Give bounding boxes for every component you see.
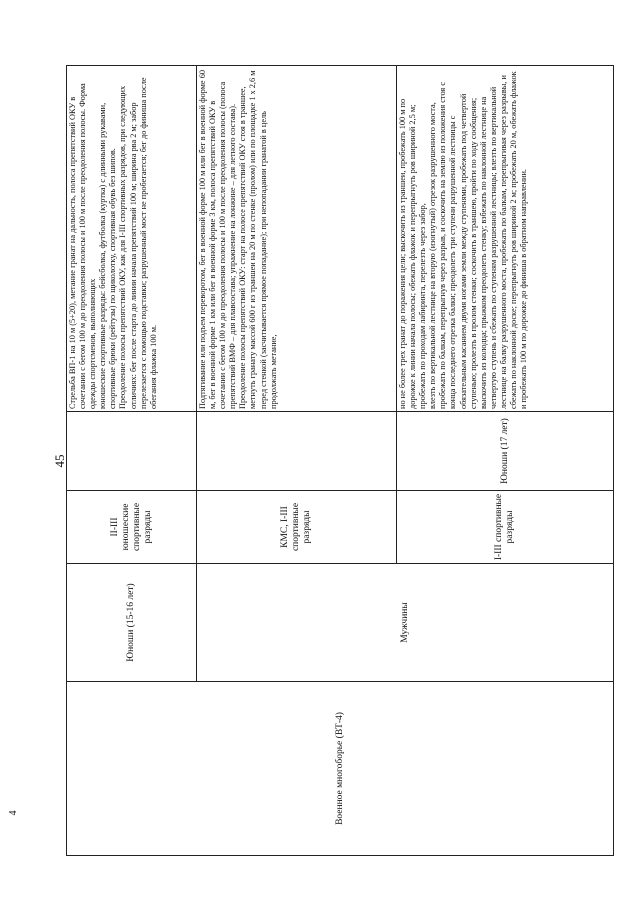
spacer-cell bbox=[67, 412, 197, 491]
requirements-cell bbox=[67, 66, 197, 412]
paragraph: Подтягивание или подъем переворотом, бег в военной форме 100 м или бег в военной форме 60 м, бег в военной форме 1 км или бег в военной форме 3 км, полоса препятствий ОКУ в сочетании с бегом 100 м до преодоления полосы и 100 м после преодоления полосы (полоса препятствий ВМФ – для плавсостава; упражнение на лонжине – для летного состава). bbox=[198, 70, 238, 409]
discipline-label: Военное многоборье (ВТ-4) bbox=[334, 712, 345, 825]
row-number: 4 bbox=[8, 810, 19, 816]
rank-cell bbox=[67, 491, 197, 564]
spacer-cell bbox=[197, 412, 397, 491]
rank-cell bbox=[197, 491, 397, 564]
rotated-page bbox=[52, 66, 614, 856]
paragraph: юношеские спортивные разряды: бейсболка, футболка (куртка) с длинными рукавами, спортивные брюки (рейтузы) по щиколотку, спортивная обувь без шипов. bbox=[98, 102, 118, 409]
age-group: Мужчины bbox=[399, 602, 410, 643]
table-row bbox=[67, 66, 197, 856]
paragraph: но не более трех гранат до поражения цели; выскочить из траншеи, пробежать 100 м по дорожке к линии начала полосы; обежать флажок и перепрыгнуть ров шириной 2,5 м; пробежать по проходам лабиринта, перелезть через забор, bbox=[398, 98, 428, 409]
rank: КМС, I-III спортивные разряды bbox=[280, 502, 312, 552]
age-group-cell bbox=[397, 412, 614, 491]
age-group: Юноши (17 лет) bbox=[499, 418, 510, 484]
discipline-cell bbox=[67, 682, 614, 856]
paragraph: Преодоление полосы препятствий ОКУ, как для I-III спортивных разрядов, при следующих отличиях: бег после старта до линии начала препятствий 100 м; ширина рва 2 м; забор перелезается с помощью подставки; разрушенный мост не пробегается; бег до финиша после обегания флажка 100 м. bbox=[118, 77, 158, 409]
standards-table bbox=[66, 65, 614, 856]
paragraph: Преодоление полосы препятствий ОКУ: старт на полосе препятствий ОКУ стоя в траншее, метнуть гранату массой 600 г из траншеи на 20 м по стенке (пролом) или по площадке 1 х 2,6 м перед стенкой (засчитывается прямое попадание); при непопадании гранатой в цель продолжать метание, bbox=[238, 70, 278, 409]
requirements-cell bbox=[397, 66, 614, 412]
requirements-cell bbox=[197, 66, 397, 412]
age-group-cell bbox=[67, 564, 197, 682]
age-group: Юноши (15-16 лет) bbox=[126, 583, 136, 662]
rank: II-III юношеские спортивные разряды bbox=[109, 502, 153, 552]
rank: I-III спортивные разряды bbox=[494, 493, 515, 561]
paragraph: Стрельба ВП-1 на 10 м (5+20), метание гранат на дальность, полоса препятствий ОКУ в сочетании с бегом 100 м до преодоления полосы и 100 м после преодоления полосы. Форма одежды спортсменов, выполняющих bbox=[68, 83, 98, 409]
paragraph: влезть по вертикальной лестнице на вторую (изогнутый) отрезок разрушенного моста, пробежать по балкам, перепрыгнув через разрыв, и соскочить на землю из положения стоя с конца последнего отрезка балки; преодолеть три ступени разрушенной лестницы с обязательным касанием двумя ногами земли между ступенями, пробежать под четвертой ступенью; пролезть в пролом стенки; соскочить в траншею, пройти по ходу сообщения; выскочить из колодца; прыжком преодолеть стенку; взбежать по наклонной лестнице на четвертую ступень и сбежать по ступеням разрушенной лестницы; влезть по вертикальной лестнице на балку разрушенного моста, пробежать по балкам, перепрыгивая через разрывы, и сбежать по наклонной доске; перепрыгнуть ров шириной 2 м; пробежать 20 м, обежать флажок и пробежать 100 м по дорожке до финиша в обратном направлении. bbox=[428, 71, 529, 409]
rank-cell bbox=[397, 491, 614, 564]
page-number: 45 bbox=[52, 454, 67, 468]
age-group-cell bbox=[197, 564, 614, 682]
